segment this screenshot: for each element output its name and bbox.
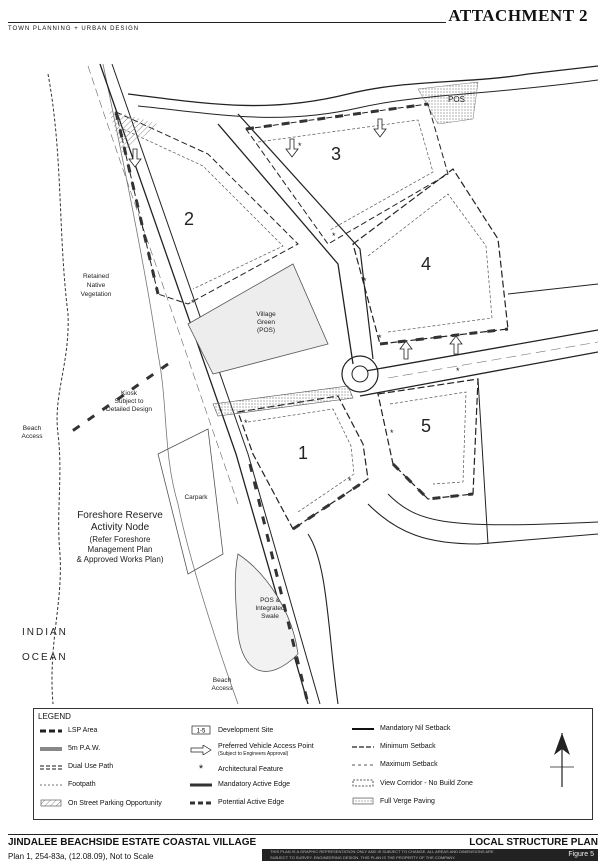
pos-label: POS bbox=[448, 95, 465, 104]
central-boulevard bbox=[360, 330, 598, 372]
kiosk-line-2: Subject to bbox=[114, 398, 144, 405]
swale-line-3: Swale bbox=[261, 613, 279, 620]
beach-access-2-line-2: Access bbox=[211, 685, 233, 692]
green-line-1: Village bbox=[256, 311, 276, 318]
svg-text:*: * bbox=[378, 333, 382, 343]
legend-item-verge: Full Verge Paving bbox=[352, 797, 435, 805]
svg-text:1-5: 1-5 bbox=[196, 728, 206, 735]
svg-text:*: * bbox=[390, 428, 394, 438]
attachment-label: ATTACHMENT 2 bbox=[448, 6, 588, 25]
legend-item-dual: Dual Use Path bbox=[68, 763, 114, 770]
lot-2-boundary bbox=[116, 112, 298, 304]
kiosk-line-1: Kiosk bbox=[121, 390, 137, 397]
swale-line-1: POS & bbox=[260, 597, 280, 604]
plan-title: JINDALEE BEACHSIDE ESTATE COASTAL VILLAGE bbox=[8, 837, 257, 848]
lot-3-label: 3 bbox=[331, 144, 342, 164]
legend-item-max: Maximum Setback bbox=[380, 761, 438, 768]
svg-text:*: * bbox=[348, 476, 352, 486]
verge-paving bbox=[213, 386, 353, 416]
north-arrow-icon bbox=[546, 729, 578, 791]
header-rule bbox=[8, 22, 446, 23]
retained-line-1: Retained bbox=[82, 273, 110, 280]
ocean-line-2: OCEAN bbox=[22, 652, 68, 663]
foreshore-line-4: Management Plan bbox=[87, 545, 153, 554]
legend-item-lsp: LSP Area bbox=[68, 727, 98, 734]
lot-4-label: 4 bbox=[421, 254, 432, 274]
firm-name: TOWN PLANNING + URBAN DESIGN bbox=[8, 26, 140, 32]
foreshore-line-3: (Refer Foreshore bbox=[89, 535, 151, 544]
beach-access-1-line-2: Access bbox=[21, 433, 43, 440]
ocean-line-1: INDIAN bbox=[22, 627, 68, 638]
lot-5-label: 5 bbox=[421, 416, 432, 436]
plan-type: LOCAL STRUCTURE PLAN bbox=[469, 837, 598, 848]
svg-text:*: * bbox=[363, 276, 367, 286]
carpark-label: Carpark bbox=[184, 494, 208, 501]
foreshore-line-2: Activity Node bbox=[90, 522, 150, 533]
footer-rule bbox=[8, 834, 598, 835]
green-line-3: (POS) bbox=[256, 327, 276, 334]
northern-road bbox=[128, 66, 598, 106]
legend-item-arch: * Architectural Feature bbox=[198, 763, 283, 775]
legend-title: LEGEND bbox=[38, 712, 71, 721]
svg-text:*: * bbox=[191, 298, 195, 308]
swale-line-2: Integrated bbox=[255, 605, 285, 612]
legend-panel bbox=[33, 708, 593, 820]
legend-item-mandatory: Mandatory Active Edge bbox=[218, 781, 290, 788]
legend-item-view: View Corridor - No Build Zone bbox=[352, 779, 473, 787]
legend-item-parking: On Street Parking Opportunity bbox=[40, 799, 162, 807]
figure-number: Figure 5 bbox=[568, 851, 594, 858]
footer-strip bbox=[262, 849, 598, 861]
lot-2-label: 2 bbox=[184, 209, 195, 229]
footer-disclaimer: THIS PLAN IS A GRAPHIC REPRESENTATION ONLY AND IS SUBJECT TO CHANGE. ALL AREAS AND DIMENSIONS ARE SUBJECT TO SURVEY. ENGINEERING DESIGN. THIS PLAN IS THE PROPERTY OF THE COMPANY. bbox=[270, 849, 494, 860]
legend-item-dev: 1-5 Development Site bbox=[190, 725, 273, 735]
lot-1-label: 1 bbox=[298, 443, 309, 463]
legend-item-min: Minimum Setback bbox=[380, 743, 436, 750]
foreshore-line-5: & Approved Works Plan) bbox=[76, 555, 164, 564]
legend-item-foot: Footpath bbox=[68, 781, 96, 788]
legend-item-access: Preferred Vehicle Access Point (Subject to Engineers Approval) bbox=[190, 743, 314, 757]
beach-access-1-line-1: Beach bbox=[22, 425, 42, 432]
structure-plan-map bbox=[8, 34, 598, 704]
green-line-2: Green bbox=[256, 319, 276, 326]
kiosk-line-3: Detailed Design bbox=[106, 406, 152, 413]
foreshore-line-1: Foreshore Reserve bbox=[77, 510, 163, 521]
svg-text:*: * bbox=[332, 231, 336, 241]
plan-reference: Plan 1, 254-83a, (12.08.09), Not to Scale bbox=[8, 852, 154, 861]
svg-text:*: * bbox=[244, 418, 248, 428]
retained-line-3: Vegetation bbox=[80, 291, 112, 298]
svg-text:*: * bbox=[456, 366, 460, 376]
legend-item-nil: Mandatory Nil Setback bbox=[380, 725, 451, 732]
svg-text:*: * bbox=[298, 141, 302, 151]
legend-item-potential: Potential Active Edge bbox=[218, 799, 285, 806]
beach-access-2-line-1: Beach bbox=[212, 677, 232, 684]
legend-item-paw: 5m P.A.W. bbox=[68, 745, 101, 752]
retained-line-2: Native bbox=[86, 282, 106, 289]
coastline bbox=[48, 74, 68, 704]
dune-line bbox=[103, 64, 238, 704]
